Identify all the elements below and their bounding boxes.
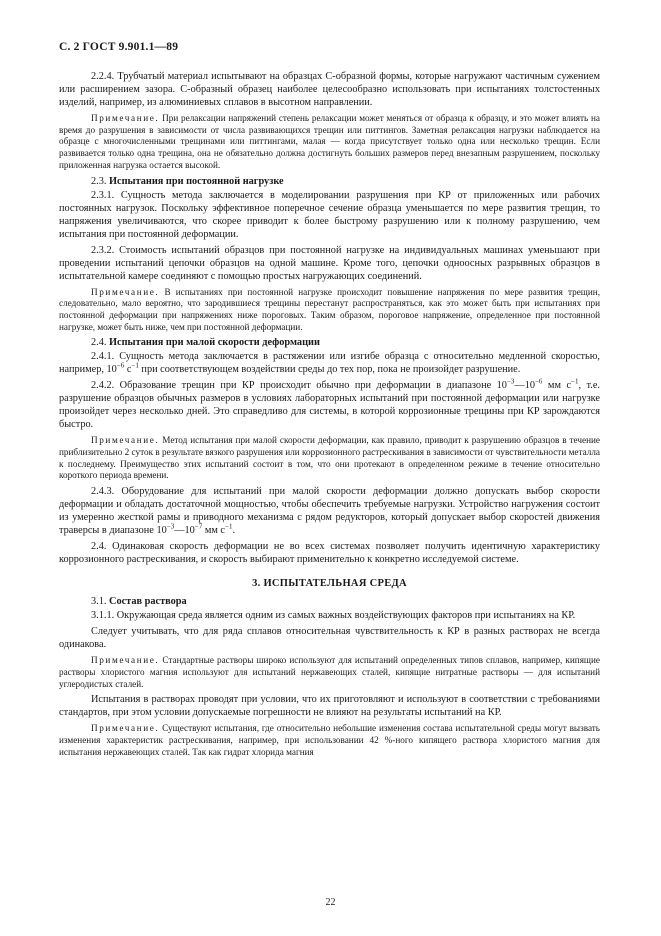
text-run: мм с <box>202 525 226 537</box>
text-run: , т.е. разрушение образцов обычных размеров в условиях лабораторных испытаний при постоянной деформации или нагрузке произойдет через несколько дней. Это справедливо для системы, в которой коррозионные трещины при КР зарождаются быстро. <box>59 380 600 431</box>
note-composition-changes <box>59 723 600 758</box>
note-relaxation <box>59 113 600 172</box>
paragraph-3-1-3: Испытания в растворах проводят при условии, что их приготовляют и используют в соответствии с требованиями стандартов, при этом условии допускаемые погрешности не влияют на результаты испытаний на КР. <box>59 694 600 719</box>
paragraph-3-1-1: 3.1.1. Окружающая среда является одним из самых важных воздействующих факторов при испытаниях на КР. <box>91 610 576 622</box>
paragraph-2-2-4: 2.2.4. Трубчатый материал испытывают на образцах С-образной формы, которые нагружают частичным сужением или расширением зазора. С-образный образец наиболее целесообразно использовать при испытаниях толстостенных изделий, например, из алюминиевых сплавов в высотном направлении. <box>59 71 600 108</box>
note-text: Стандартные растворы широко используют для испытаний определенных типов сплавов, например, кипящие растворы хлористого магния используют для испытаний нержавеющих сталей, кипящие нитратные растворы — для испытаний углеродистых сталей. <box>59 655 600 689</box>
note-standard-solutions <box>59 655 600 690</box>
subsection-2-3-heading <box>59 175 600 188</box>
text-run: —10 <box>174 525 195 537</box>
superscript: −3 <box>506 377 515 386</box>
paragraph-3-1-2: Следует учитывать, что для ряда сплавов относительная чувствительность к КР в разных растворах не всегда одинакова. <box>59 626 600 651</box>
text-run: при соответствующем воздействии среды до тех пор, пока не произойдет разрушение. <box>138 364 521 376</box>
section-3-heading: 3. ИСПЫТАТЕЛЬНАЯ СРЕДА <box>252 578 407 590</box>
paragraph-2-3-2: 2.3.2. Стоимость испытаний образцов при постоянной нагрузке на индивидуальных машинах уменьшают при проведении испытаний цепочки образцов на одной машине. Кроме того, цепочки одноосных разрывных образцов в испытательной камере соединяют с помощью простых нагружающих соединений. <box>59 244 600 282</box>
superscript: −1 <box>225 522 233 531</box>
note-text: В испытаниях при постоянной нагрузке происходит повышение напряжения по мере развития трещин, следовательно, мало вероятно, что зародившиеся трещины перестанут распространяться, как это может быть при испытаниях при постоянной деформации при напряжениях ниже пороговых. Таким образом, пороговое напряжение, определенное при постоянной нагрузке, может быть ниже, чем при постоянной деформации. <box>59 286 600 332</box>
note-label: Примечание. <box>91 286 160 297</box>
note-slow-strain <box>59 435 600 482</box>
subsection-number: 3.1. <box>91 596 110 608</box>
text-run: мм с <box>542 380 572 392</box>
subsection-title: Испытания при постоянной нагрузке <box>109 175 284 187</box>
superscript: −6 <box>534 377 543 386</box>
text-run: 2.4.2. Образование трещин при КР происходит обычно при деформации в диапазоне 10 <box>91 380 507 392</box>
page-header: С. 2 ГОСТ 9.901.1—89 <box>59 41 179 53</box>
page-content <box>59 70 600 761</box>
subsection-title: Испытания при малой скорости деформации <box>109 337 320 349</box>
superscript: −7 <box>194 522 203 531</box>
note-label: Примечание. <box>91 723 160 734</box>
note-text: При релаксации напряжений степень релаксации может меняться от образца к образцу, и это может влиять на время до разрушения в зависимости от числа развивающихся трещин или питтингов. Заметная релаксация нагрузки наблюдается на образце с многочисленными трещинами или питтингами, малая — когда присутствует только одна или несколько трещин. Если развивается только одна трещина, она не обязательно должна достигнуть больших размеров перед внезапным разрушением, поскольку приложенная нагрузка остается высокой. <box>59 113 600 170</box>
superscript: −6 <box>116 361 125 370</box>
note-constant-load <box>59 287 600 334</box>
superscript: −1 <box>131 361 139 370</box>
text-run: с <box>124 364 132 376</box>
subsection-2-4-heading <box>59 336 600 349</box>
subsection-number: 2.4. <box>91 337 110 349</box>
note-label: Примечание. <box>91 655 160 666</box>
paragraph-2-4-1 <box>59 350 600 376</box>
superscript: −1 <box>571 377 579 386</box>
text-run: 2.4.1. Сущность метода заключается в растяжении или изгибе образца с относительно медленной скоростью, например, 10 <box>59 351 600 376</box>
subsection-3-1-heading <box>59 595 600 608</box>
subsection-title: Состав раствора <box>109 596 187 608</box>
paragraph-2-4-2 <box>59 379 600 431</box>
paragraph-2-3-1: 2.3.1. Сущность метода заключается в моделировании разрушения при КР от приложенных или рабочих постоянных нагрузок. Поскольку эффективное поперечное сечение образца уменьшается по мере развития трещин, то напряжения увеличиваются, что скорее приводит к более быстрому разрушению или к полному разрушению, чем испытания при постоянной деформации. <box>59 189 600 240</box>
note-text: Метод испытания при малой скорости деформации, как правило, приводит к разрушению образцов в течение приблизительно 2 суток в результате вязкого разрушения или коррозионного растрескивания в зависимости от чувствительности металла к последнему. Преимущество этих испытаний состоит в том, что они протекают в определенном режиме в течение относительно короткого периода времени. <box>59 435 600 481</box>
text-run: . <box>232 525 236 537</box>
paragraph-2-4-4: 2.4. Одинаковая скорость деформации не во всех системах позволяет получить идентичную характеристику коррозионного растрескивания, и скорость выбирают применительно к конкретно исследуемой системе. <box>59 541 600 566</box>
note-text: Существуют испытания, где относительно небольшие изменения состава испытательной среды могут вызвать изменения характеристик растрескивания, например, при использовании 42 %-ного кипящего раствора хлористого магния для испытания нержавеющих сталей. Так как гидрат хлорида магния <box>59 723 600 757</box>
note-label: Примечание. <box>91 113 160 123</box>
subsection-number: 2.3. <box>91 175 110 187</box>
text-run: —10 <box>514 380 535 392</box>
paragraph-2-4-3 <box>59 485 600 537</box>
note-label: Примечание. <box>91 435 160 446</box>
text-run: 2.4.3. Оборудование для испытаний при малой скорости деформации должно допускать выбор скорости деформации и обладать достаточной мощностью, чтобы обеспечить требуемые нагрузки. Устройство нагружения состоит из умеренно жесткой рамы и приводного механизма с рядом редукторов, который допускает выбор скоростей движения траверсы в диапазоне 10 <box>59 486 600 537</box>
superscript: −3 <box>166 522 175 531</box>
page-number: 22 <box>325 897 336 908</box>
